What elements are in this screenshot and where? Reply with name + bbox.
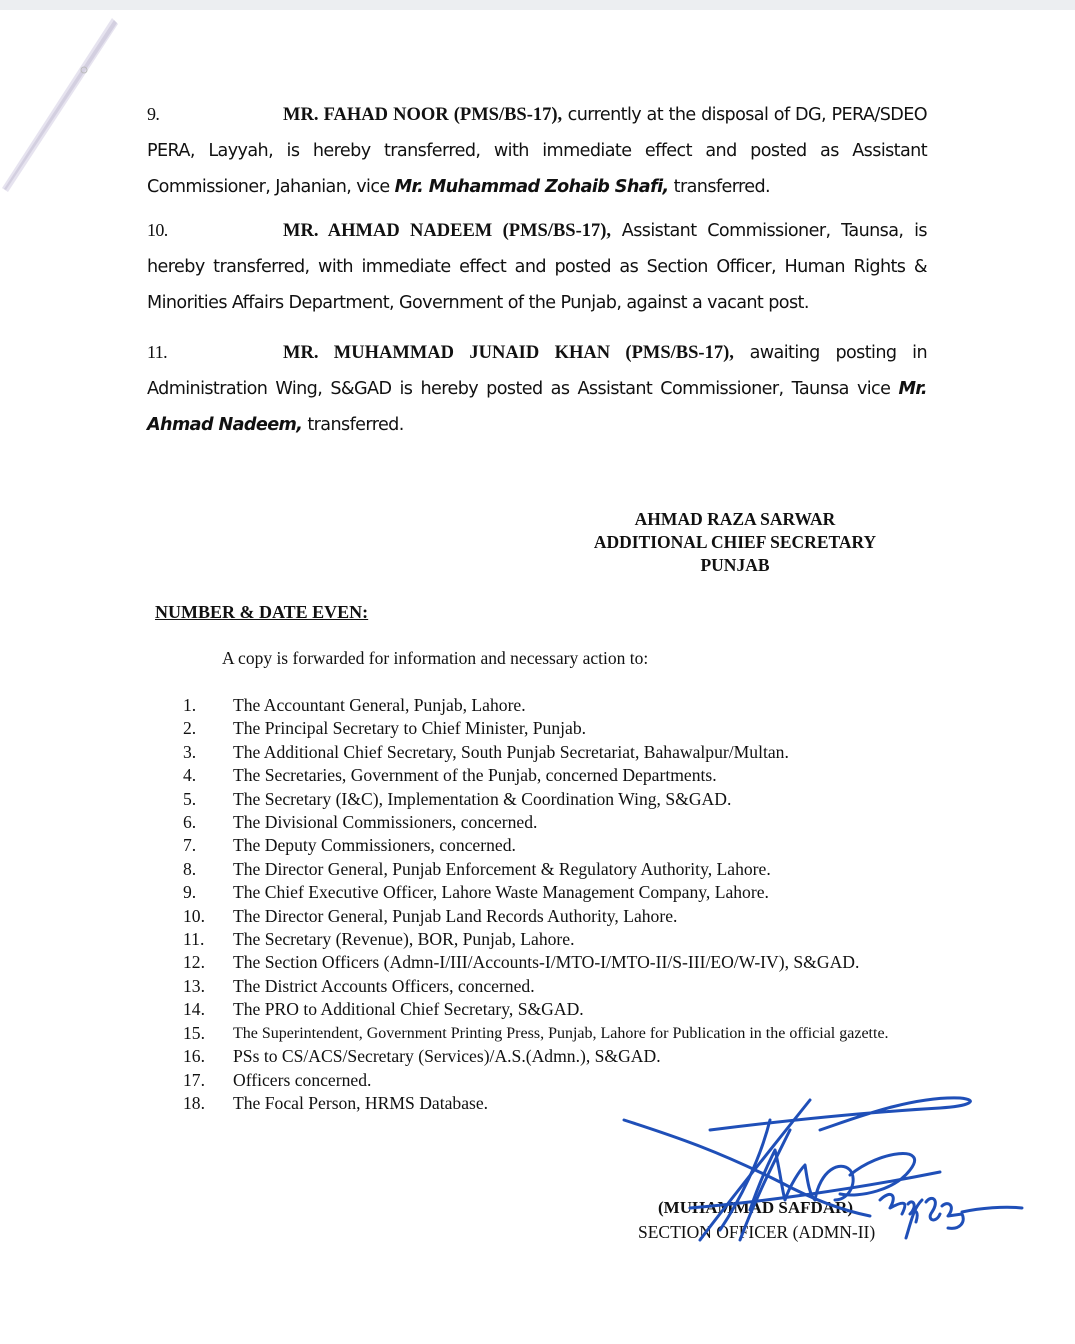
list-item — [183, 741, 889, 764]
list-item — [183, 975, 889, 998]
item-number: 8. — [183, 858, 197, 879]
paragraph-tail: transferred. — [668, 177, 771, 197]
order-paragraph-10 — [147, 212, 927, 321]
item-text: The Chief Executive Officer, Lahore Waste Management Company, Lahore. — [233, 882, 769, 903]
officer-name: MR. MUHAMMAD JUNAID KHAN (PMS/BS-17), — [283, 343, 734, 363]
handwritten-signature — [610, 1090, 1030, 1265]
vice-officer-name: Mr. Muhammad Zohaib Shafi, — [394, 177, 669, 197]
list-item — [183, 905, 889, 928]
item-text: The Secretaries, Government of the Punjab, concerned Departments. — [233, 765, 717, 786]
item-text: The Secretary (Revenue), BOR, Punjab, Lahore. — [233, 929, 575, 950]
item-text: PSs to CS/ACS/Secretary (Services)/A.S.(Admn.), S&GAD. — [233, 1046, 661, 1067]
paragraph-number: 9. — [147, 104, 160, 124]
item-text: The Director General, Punjab Land Records Authority, Lahore. — [233, 905, 678, 926]
list-item — [183, 811, 889, 834]
copy-forwarded-list — [183, 694, 889, 1115]
section-officer-name: (MUHAMMAD SAFDAR) — [658, 1198, 853, 1217]
section-officer-title: SECTION OFFICER (ADMN-II) — [638, 1222, 876, 1242]
item-number: 16. — [183, 1046, 205, 1067]
order-paragraph-11 — [147, 334, 927, 443]
item-text: The Divisional Commissioners, concerned. — [233, 812, 538, 833]
page-fold-shadow — [0, 10, 130, 200]
item-number: 18. — [183, 1092, 205, 1113]
list-item — [183, 694, 889, 717]
item-text: The Secretary (I&C), Implementation & Coordination Wing, S&GAD. — [233, 788, 732, 809]
item-number: 10. — [183, 905, 205, 926]
item-text: The Section Officers (Admn-I/III/Accounts-I/MTO-I/MTO-II/S-III/EO/W-IV), S&GAD. — [233, 952, 860, 973]
number-date-heading: NUMBER & DATE EVEN: — [155, 602, 369, 622]
item-number: 4. — [183, 765, 197, 786]
item-text: The Principal Secretary to Chief Minister, Punjab. — [233, 718, 587, 739]
item-number: 13. — [183, 975, 205, 996]
list-item — [183, 834, 889, 857]
copy-intro: A copy is forwarded for information and necessary action to: — [222, 648, 649, 668]
item-number: 11. — [183, 929, 205, 950]
list-item — [183, 881, 889, 904]
paragraph-text: Assistant Commissioner, Taunsa, is hereby transferred, with immediate effect and posted as Section Officer, Human Rights & Minorities Affairs Department, Government of the Punjab, against a vacant post. — [147, 221, 927, 313]
item-text: The Focal Person, HRMS Database. — [233, 1092, 489, 1113]
item-text: The PRO to Additional Chief Secretary, S&GAD. — [233, 999, 584, 1020]
list-item — [183, 998, 889, 1021]
vice-officer-name: Mr. Ahmad Nadeem, — [147, 379, 927, 435]
signatory-block — [560, 508, 910, 577]
top-bar — [0, 0, 1075, 10]
signatory-designation: ADDITIONAL CHIEF SECRETARY — [593, 532, 877, 552]
signatory-province: PUNJAB — [700, 555, 770, 575]
item-number: 15. — [183, 1022, 205, 1043]
paragraph-text: awaiting posting in Administration Wing, S&GAD is hereby posted as Assistant Commissioner, Taunsa vice — [147, 343, 928, 399]
officer-name: MR. FAHAD NOOR (PMS/BS-17), — [283, 105, 563, 125]
list-item — [183, 717, 889, 740]
item-text: The Additional Chief Secretary, South Punjab Secretariat, Bahawalpur/Multan. — [233, 741, 789, 762]
list-item — [183, 858, 889, 881]
paragraph-text: currently at the disposal of DG, PERA/SDEO PERA, Layyah, is hereby transferred, with immediate effect and posted as Assistant Commissioner, Jahanian, vice — [147, 105, 927, 197]
list-item — [183, 764, 889, 787]
list-item — [183, 1045, 889, 1068]
item-number: 9. — [183, 882, 197, 903]
signatory-name: AHMAD RAZA SARWAR — [634, 509, 836, 529]
officer-name: MR. AHMAD NADEEM (PMS/BS-17), — [283, 221, 612, 241]
list-item — [183, 1022, 889, 1045]
list-item — [183, 951, 889, 974]
list-item — [183, 928, 889, 951]
paragraph-tail: transferred. — [302, 415, 404, 435]
item-number: 7. — [183, 835, 197, 856]
item-number: 14. — [183, 999, 205, 1020]
item-text: The Accountant General, Punjab, Lahore. — [233, 695, 526, 715]
item-number: 12. — [183, 952, 205, 973]
item-number: 1. — [183, 695, 197, 715]
item-number: 6. — [183, 812, 197, 833]
item-text: The District Accounts Officers, concerned. — [233, 975, 535, 996]
paragraph-number: 11. — [147, 342, 168, 362]
list-item — [183, 1069, 889, 1092]
item-number: 2. — [183, 718, 197, 739]
order-paragraph-9 — [147, 96, 927, 205]
item-text: Officers concerned. — [233, 1069, 372, 1090]
paragraph-number: 10. — [147, 220, 168, 240]
item-text: The Superintendent, Government Printing Press, Punjab, Lahore for Publication in the official gazette. — [233, 1024, 889, 1042]
item-text: The Deputy Commissioners, concerned. — [233, 835, 516, 856]
item-text: The Director General, Punjab Enforcement & Regulatory Authority, Lahore. — [233, 858, 771, 879]
item-number: 17. — [183, 1069, 205, 1090]
item-number: 5. — [183, 788, 197, 809]
item-number: 3. — [183, 741, 197, 762]
list-item — [183, 788, 889, 811]
